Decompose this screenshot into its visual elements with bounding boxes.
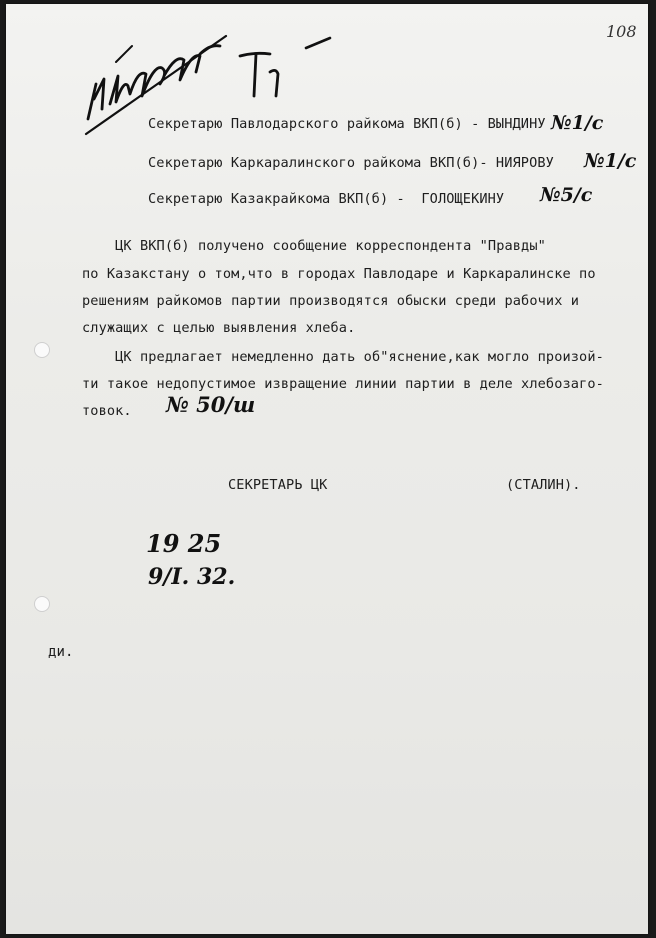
addressee-1: Секретарю Павлодарского райкома ВКП(б) - ВЫНДИНУ: [148, 116, 546, 132]
body-line-5: ЦК предлагает немедленно дать об"яснение,как могло произой-: [82, 349, 604, 365]
addressee-1-number: №1/с: [551, 112, 604, 134]
body-line-6: ти такое недопустимое извращение линии партии в деле хлебозаго-: [82, 376, 604, 392]
body-line-7: товок.: [82, 403, 132, 419]
handwritten-time: 19 25: [146, 529, 222, 558]
document-sheet: [6, 4, 648, 934]
body-line-1: ЦК ВКП(б) получено сообщение корреспондента "Правды": [82, 238, 546, 254]
signature-name: (СТАЛИН).: [506, 477, 581, 493]
addressee-3-number: №5/с: [540, 184, 593, 206]
addressee-3: Секретарю Казакрайкома ВКП(б) - ГОЛОЩЕКИНУ: [148, 191, 505, 207]
addressee-2-number: №1/с: [584, 150, 637, 172]
page-number: 108: [606, 22, 637, 41]
handwritten-outgoing-number: № 50/ш: [166, 392, 256, 417]
handwritten-date: 9/I. 32.: [148, 564, 236, 590]
addressee-2: Секретарю Каркаралинского райкома ВКП(б)- НИЯРОВУ: [148, 155, 554, 171]
body-line-2: по Казакстану о том,что в городах Павлодаре и Каркаралинске по: [82, 266, 596, 282]
typist-initials: ди.: [48, 644, 74, 660]
punch-hole-upper: [34, 342, 50, 358]
body-line-4: служащих с целью выявления хлеба.: [82, 320, 356, 336]
signature-title: СЕКРЕТАРЬ ЦК: [228, 477, 328, 493]
body-line-3: решениям райкомов партии производятся обыски среди рабочих и: [82, 293, 580, 309]
handwritten-t-mark: [234, 34, 344, 104]
punch-hole-lower: [34, 596, 50, 612]
